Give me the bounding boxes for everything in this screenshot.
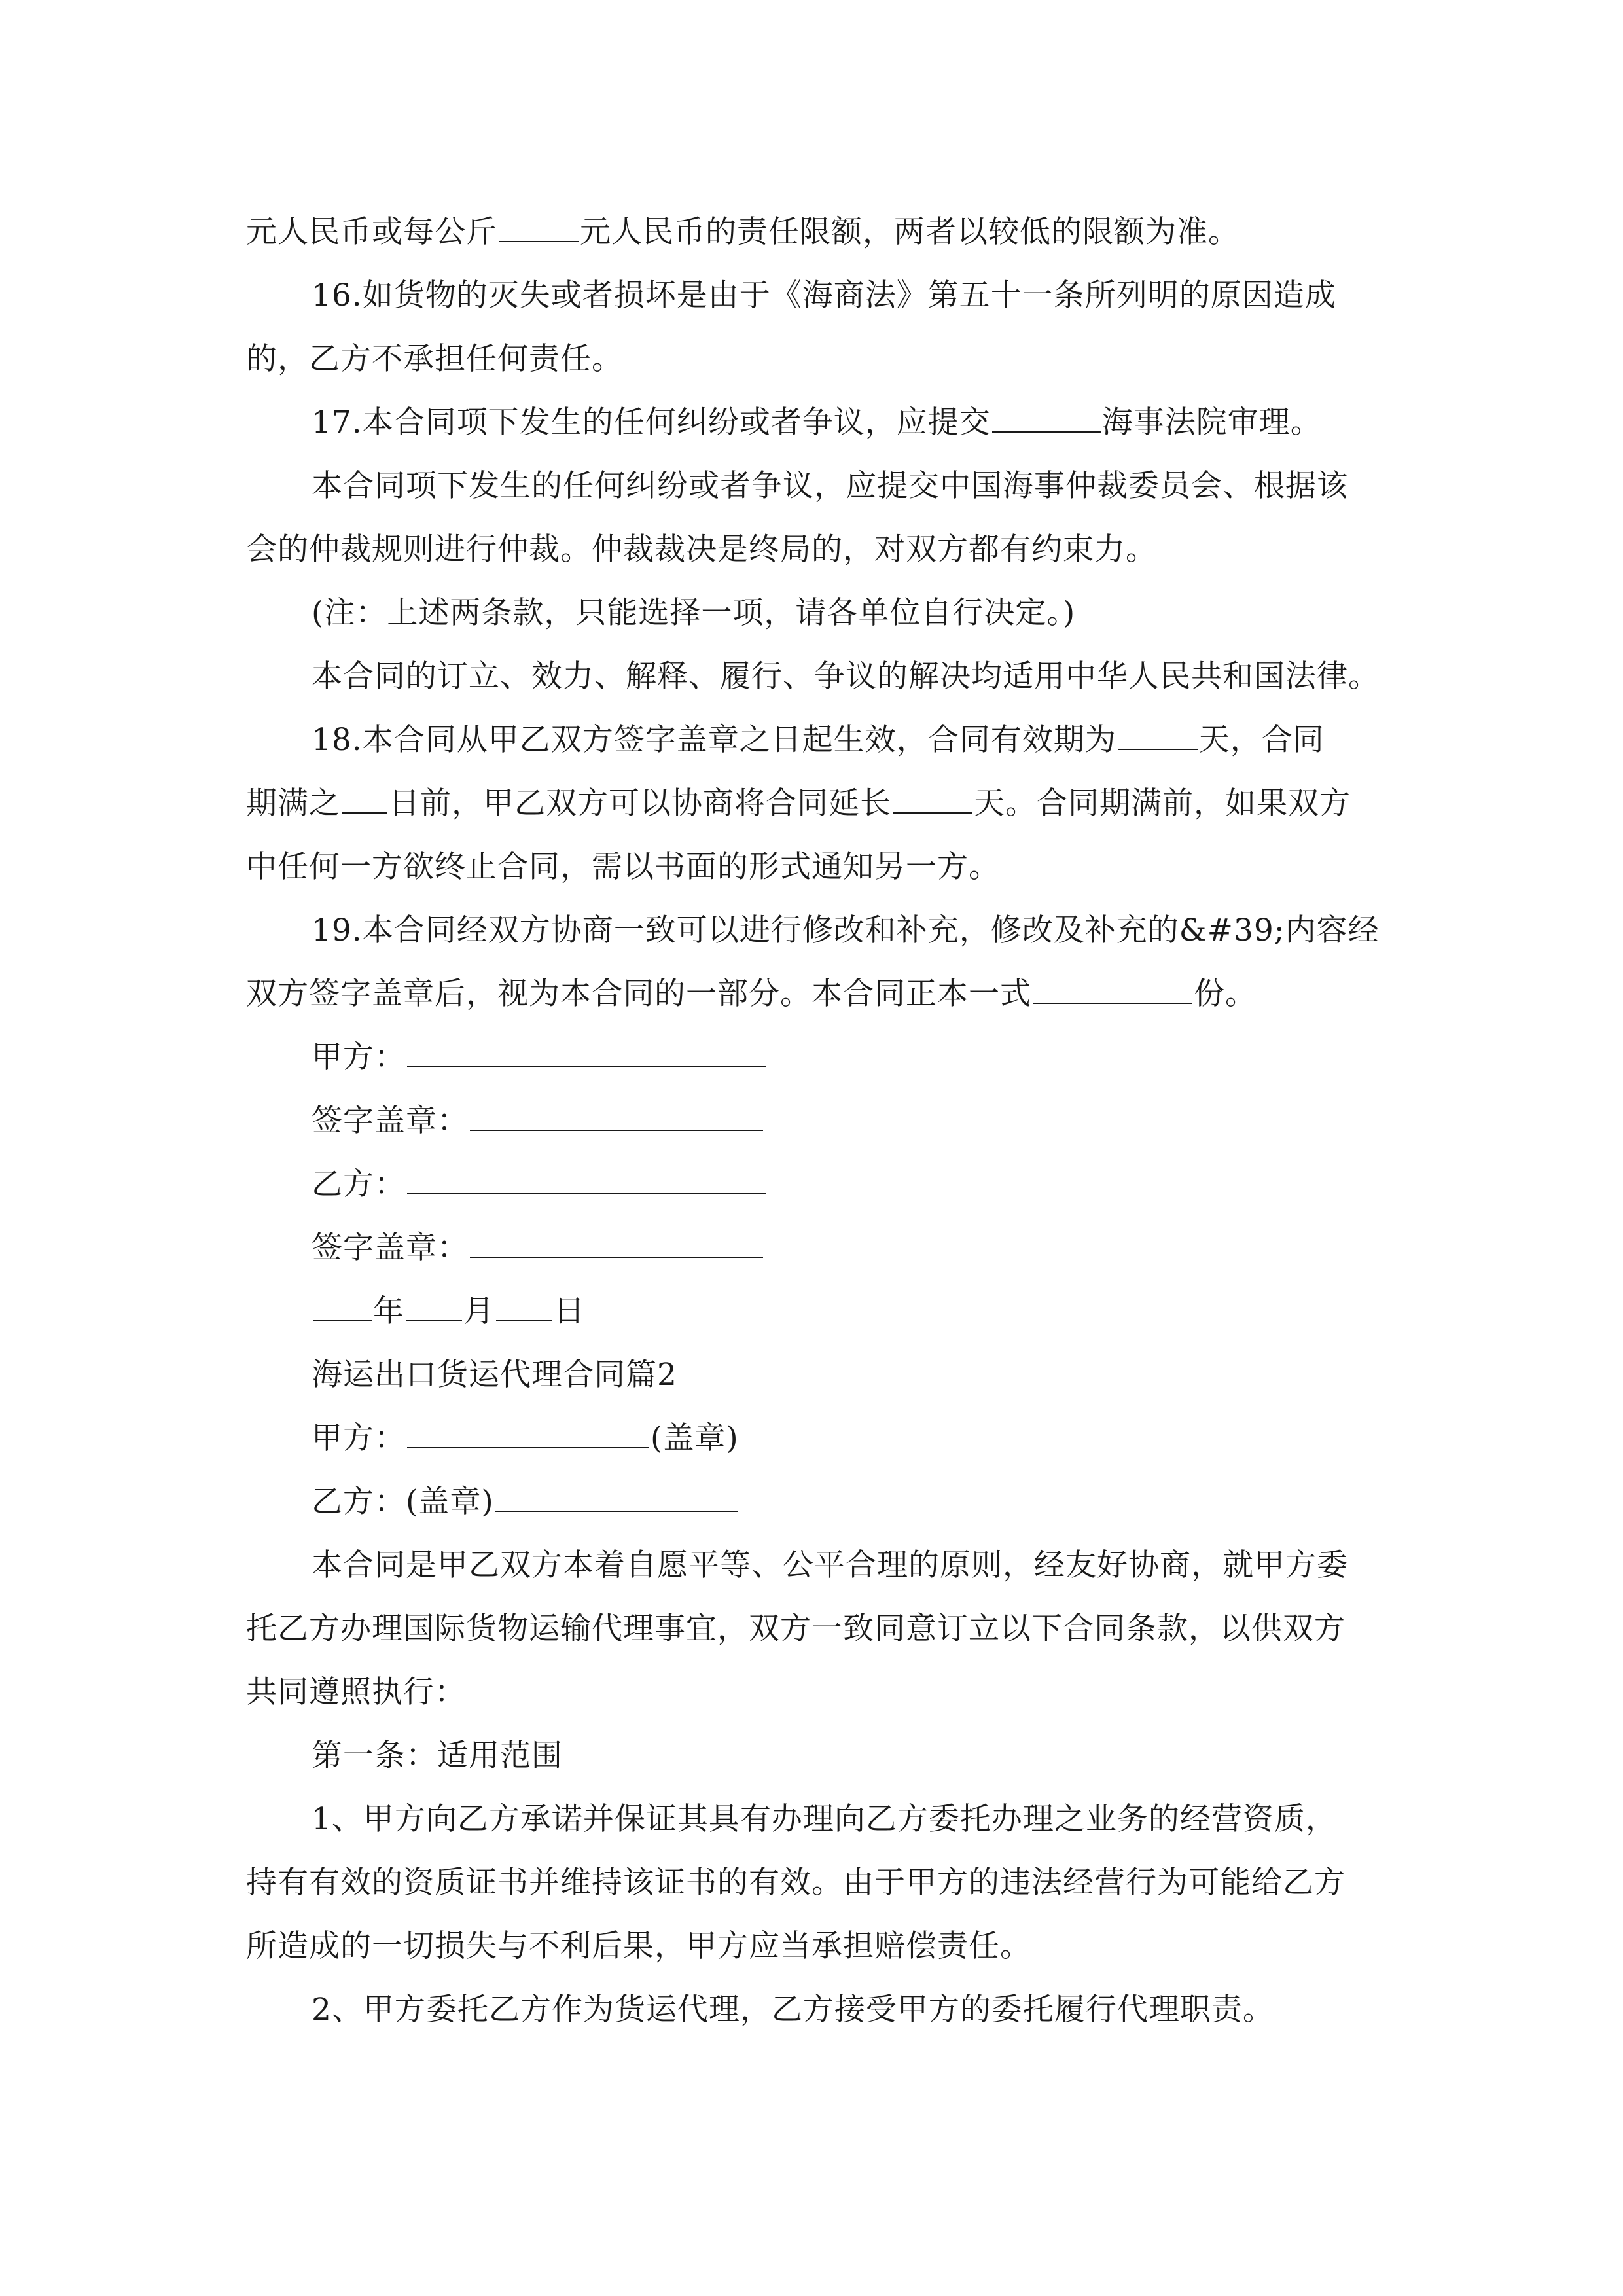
text-line: 本合同的订立、效力、解释、履行、争议的解决均适用中华人民共和国法律。 (312, 658, 1380, 694)
party-a-field[interactable] (407, 1043, 766, 1067)
label: 甲方： (312, 1039, 406, 1075)
days-before-blank[interactable] (342, 789, 387, 814)
signature-b-line (312, 1216, 764, 1280)
text-line (246, 962, 1257, 1026)
clause-16: 16.如货物的灭失或者损坏是由于《海商法》第五十一条所列明的原因造成 (312, 278, 1336, 314)
text-line: 所造成的一切损失与不利后果，甲方应当承担赔偿责任。 (246, 1928, 1031, 1964)
article-title: 第一条：适用范围 (312, 1738, 563, 1774)
text-line: 本合同项下发生的任何纠纷或者争议，应提交中国海事仲裁委员会、根据该 (312, 468, 1348, 504)
blank-field[interactable] (499, 217, 579, 242)
party-b-seal-line (312, 1470, 739, 1534)
text-span: 元人民币或每公斤 (246, 214, 497, 250)
text-line: 持有有效的资质证书并维持该证书的有效。由于甲方的违法经营行为可能给乙方 (246, 1865, 1346, 1901)
text-line: 中任何一方欲终止合同，需以书面的形式通知另一方。 (246, 849, 1000, 885)
day-label: 日 (554, 1293, 585, 1329)
court-blank[interactable] (992, 408, 1101, 433)
signature-a-line (312, 1089, 764, 1153)
party-a-seal-field[interactable] (407, 1424, 649, 1448)
year-blank[interactable] (313, 1297, 372, 1321)
label: 甲方： (312, 1420, 406, 1456)
month-label: 月 (463, 1293, 495, 1329)
text-span: 海事法院审理。 (1101, 404, 1322, 440)
text-span: 18.本合同从甲乙双方签字盖章之日起生效，合同有效期为 (312, 722, 1116, 758)
signature-a-field[interactable] (470, 1106, 763, 1131)
text-line: 托乙方办理国际货物运输代理事宜，双方一致同意订立以下合同条款，以供双方 (246, 1611, 1346, 1647)
clause-18 (312, 708, 1325, 772)
note-line: (注：上述两条款，只能选择一项，请各单位自行决定。) (312, 595, 1076, 631)
validity-days-blank[interactable] (1118, 725, 1198, 750)
party-a-line (312, 1026, 767, 1089)
text-span: 日前，甲乙双方可以协商将合同延长 (389, 785, 891, 821)
intro-line: 本合同是甲乙双方本着自愿平等、公平合理的原则，经友好协商，就甲方委 (312, 1547, 1348, 1583)
text-line: 共同遵照执行： (246, 1674, 466, 1710)
text-line: 的，乙方不承担任何责任。 (246, 341, 623, 377)
text-span: 天。合同期满前，如果双方 (974, 785, 1351, 821)
label: 签字盖章： (312, 1103, 469, 1139)
party-b-line (312, 1153, 767, 1216)
date-line (312, 1280, 585, 1343)
party-a-seal-line (312, 1407, 739, 1470)
text-line (246, 772, 1351, 835)
item-2: 2、甲方委托乙方作为货运代理，乙方接受甲方的委托履行代理职责。 (312, 1992, 1274, 2028)
text-span: 期满之 (246, 785, 340, 821)
text-span: 元人民币的责任限额，两者以较低的限额为准。 (580, 214, 1240, 250)
text-line: 会的仲裁规则进行仲裁。仲裁裁决是终局的，对双方都有约束力。 (246, 531, 1157, 567)
label: 乙方：(盖章) (312, 1484, 494, 1520)
label: 乙方： (312, 1166, 406, 1202)
section-title: 海运出口货运代理合同篇2 (312, 1357, 677, 1393)
signature-b-field[interactable] (470, 1233, 763, 1258)
clause-17 (312, 391, 1322, 454)
item-1: 1、甲方向乙方承诺并保证其具有办理向乙方委托办理之业务的经营资质， (312, 1801, 1337, 1837)
text-span: 17.本合同项下发生的任何纠纷或者争议，应提交 (312, 404, 991, 440)
month-blank[interactable] (406, 1297, 462, 1321)
label: 签字盖章： (312, 1230, 469, 1266)
copies-blank[interactable] (1033, 979, 1192, 1004)
party-b-seal-field[interactable] (495, 1487, 738, 1512)
year-label: 年 (373, 1293, 404, 1329)
day-blank[interactable] (496, 1297, 552, 1321)
party-b-field[interactable] (407, 1170, 766, 1194)
extend-days-blank[interactable] (893, 789, 972, 814)
label: (盖章) (651, 1420, 739, 1456)
text-span: 双方签字盖章后，视为本合同的一部分。本合同正本一式 (246, 976, 1031, 1012)
text-span: 份。 (1194, 976, 1257, 1012)
clause-19: 19.本合同经双方协商一致可以进行修改和补充，修改及补充的&#39;内容经 (312, 912, 1380, 948)
text-span: 天，合同 (1198, 722, 1325, 758)
text-line (246, 200, 1240, 264)
